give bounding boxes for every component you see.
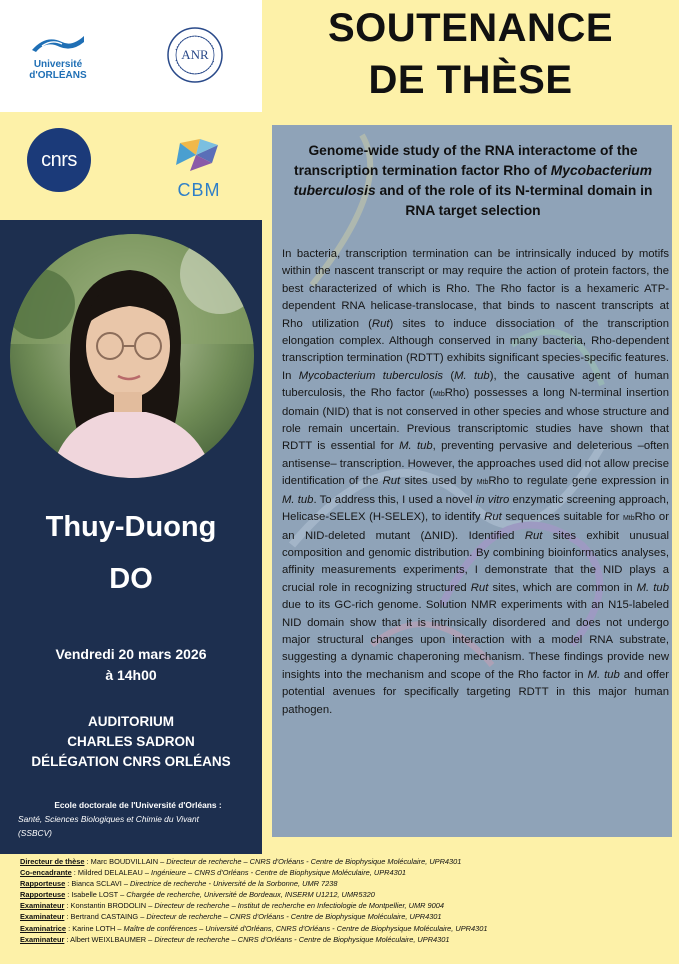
abstract-segment: enzymatic screening approach, Helicase-SELEX (H-SELEX), to identify [282,493,670,524]
jury-row: Co-encadrante : Mildred DELALEAU – Ingénieure – CNRS d'Orléans - Centre de Biophysique Moléculaire, UPR4301 [20,868,406,878]
abstract-subscript: Mtb [476,479,489,487]
venue-line-2: CHARLES SADRON [67,734,195,749]
speaker-first-name: Thuy-Duong [45,511,217,543]
cnrs-logo [27,128,91,192]
jury-role: Examinatrice [20,923,67,933]
abstract-term: Rut [371,317,390,330]
event-venue [0,712,262,772]
wave-icon [28,30,88,54]
cbm-star-icon [170,135,228,175]
jury-affiliation: Ingénieure – CNRS d'Orléans - Centre de Biophysique Moléculaire, UPR4301 [151,868,406,878]
venue-line-3: DÉLÉGATION CNRS ORLÉANS [31,754,231,769]
jury-affiliation: Directrice de recherche - Université de la Sorbonne, UMR 7238 [129,879,338,889]
jury-list [20,856,670,945]
jury-row: Examinateur : Albert WEIXLBAUMER – Directeur de recherche – CNRS d'Orléans - Centre de Biophysique Moléculaire, UPR4301 [20,934,450,944]
jury-row: Examinateur : Bertrand CASTAING – Directeur de recherche – CNRS d'Orléans - Centre de Biophysique Moléculaire, UPR4301 [20,912,442,922]
abstract-segment: sites, which are common in [488,581,637,594]
jury-name: Bertrand CASTAING [70,912,139,922]
abstract-segment: Rho or an NID-deleted mutant (ΔNID). Identified [282,511,669,542]
abstract-segment: In bacteria, transcription termination can be intrinsically induced by motifs within the nascent transcript or may require the action of protein factors, the best characterized of which is Rho. The Rho factor is a hexameric ATP-dependent RNA helicase-translocase, that binds to nascent transcripts at Rho utilization ( [282,248,669,330]
jury-name: Karine LOTH [72,923,116,933]
jury-affiliation: Directeur de recherche – CNRS d'Orléans - Centre de Biophysique Moléculaire, UPR4301 [154,934,450,944]
speaker-photo [10,234,254,478]
jury-role: Rapporteuse [20,879,66,889]
title-line-2: DE THÈSE [368,58,573,102]
universite-orleans-logo [28,30,88,82]
abstract-segment: sites exhibit unusual composition and genomic distribution. By combining bioinformatics analyses, affinity measurements experiments, I demonstrate that the NID plays a crucial role in recognizing structured [282,529,670,594]
jury-role: Examinateur [20,912,65,922]
school-line-1: Ecole doctorale de l'Université d'Orléans : [54,800,222,810]
univ-text-1: Université [33,59,83,70]
cnrs-text: cnrs [41,149,77,171]
abstract-segment: . To address this, I used a novel [313,493,476,506]
jury-name: Mildred DELALEAU [77,868,143,878]
abstract-segment: due to its GC-rich genome. Solution NMR experiments with an N15-labeled NID domain show that it is intrinsically disordered and does not undergo major structural changes upon interaction with a model RNA substrate, suggesting a dynamic chaperoning mechanism. These findings provide new insights into the mechanism and scope of the Rho factor in [282,599,669,681]
event-date: Vendredi 20 mars 2026 [55,646,207,662]
jury-row: Directeur de thèse : Marc BOUDVILLAIN – Directeur de recherche – CNRS d'Orléans - Centre de Biophysique Moléculaire, UPR4301 [20,857,462,866]
anr-text: ANR [181,47,209,62]
abstract-subscript: Mtb [622,515,635,523]
anr-logo [166,26,224,84]
jury-row: Examinatrice : Karine LOTH – Maître de conférences – Université d'Orléans, CNRS d'Orléans - Centre de Biophysique Moléculaire, UPR4301 [20,923,488,933]
abstract-segment: sites used by [400,475,477,488]
thesis-title-species: Mycobacterium tuberculosis [293,163,652,198]
jury-role: Directeur de thèse [20,857,85,866]
abstract-segment: Rho) possesses a long N-terminal insertion domain (NID) that is not conserved in other species and whose structure and role remain uncertain. Previous transcriptomic studies have shown that RDTT is essential for [282,387,669,453]
abstract-segment: sequences suitable for [501,511,623,524]
thesis-title-part-2: and of the role of its N-terminal domain in RNA target selection [375,183,653,218]
abstract-segment: and offer potential avenues for specifically targeting RDTT in this major human pathogen. [282,668,669,716]
jury-affiliation: Directeur de recherche – CNRS d'Orléans - Centre de Biophysique Moléculaire, UPR4301 [166,857,462,866]
jury-row: Rapporteuse : Bianca SCLAVI – Directrice de recherche - Université de la Sorbonne, UMR 7238 [20,879,338,889]
abstract-segment: ) sites to induce dissociation of the transcription elongation complex. Although conserved in many bacteria, Rho-dependent transcription termination (RDTT) exhibits significant species-specific features. In [282,317,670,382]
speaker-name [0,505,262,601]
jury-affiliation: Maître de conférences – Université d'Orléans, CNRS d'Orléans - Centre de Biophysique Moléculaire, UPR4301 [123,923,488,933]
abstract-term: Rut [470,581,489,594]
jury-name: Marc BOUDVILLAIN [90,857,159,866]
jury-row: Examinateur : Konstantin BRODOLIN – Directeur de recherche – Institut de recherche en Infectiologie de Montpellier, UMR 9004 [20,901,444,911]
abstract-term: in vitro [475,493,510,506]
abstract-term: M. tub [587,668,620,681]
abstract-term: M. tub [399,440,433,453]
jury-name: Bianca SCLAVI [71,879,122,889]
jury-affiliation: Chargée de recherche, Université de Bordeaux, INSERM U1212, UMR5320 [126,890,375,900]
jury-role: Co-encadrante [20,868,72,878]
abstract-term: Rut [524,529,543,542]
jury-name: Konstantin BRODOLIN [70,901,147,911]
school-line-3: (SSBCV) [18,828,52,838]
title-line-1: SOUTENANCE [327,6,614,50]
abstract-text [282,246,669,719]
univ-text-2: d'ORLÉANS [29,70,87,81]
cbm-logo [170,135,228,205]
poster-title [262,0,679,112]
jury-role: Examinateur [20,901,65,911]
jury-role: Rapporteuse [20,890,66,900]
school-line-2: Santé, Sciences Biologiques et Chimie du Vivant [18,814,199,824]
abstract-term: M. tub [636,581,669,594]
cbm-text: CBM [177,180,221,200]
jury-name: Albert WEIXLBAUMER [70,934,147,944]
jury-affiliation: Directeur de recherche – Institut de recherche en Infectiologie de Montpellier, UMR 9004 [154,901,444,911]
abstract-term: M. tub [282,493,314,506]
abstract-term: M. tub [454,369,490,382]
jury-name: Isabelle LOST [71,890,119,900]
abstract-segment: , preventing pervasive and deleterious –often antisense– transcription. However, the approaches used did not allow precise identification of the [282,440,669,488]
abstract-subscript: Mtb [433,391,445,399]
thesis-title [282,141,664,221]
abstract-term: Rut [382,475,401,488]
abstract-term: Mycobacterium tuberculosis [298,369,443,382]
venue-line-1: AUDITORIUM [88,714,174,729]
abstract-segment: ), the causative agent of human tuberculosis, the Rho factor ( [282,369,669,400]
abstract-segment: Rho to regulate gene expression in [488,475,670,488]
thesis-title-part-1: Genome-wide study of the RNA interactome of the transcription termination factor Rho of [293,143,638,178]
doctoral-school [18,798,258,840]
abstract-term: Rut [484,511,502,524]
speaker-last-name: DO [109,563,153,595]
jury-role: Examinateur [20,934,65,944]
jury-row: Rapporteuse : Isabelle LOST – Chargée de recherche, Université de Bordeaux, INSERM U1212, UMR5320 [20,890,375,900]
event-datetime [0,644,262,686]
abstract-segment: ( [442,369,455,382]
event-time: à 14h00 [105,667,157,683]
jury-affiliation: Directeur de recherche – CNRS d'Orléans - Centre de Biophysique Moléculaire, UPR4301 [146,912,442,922]
